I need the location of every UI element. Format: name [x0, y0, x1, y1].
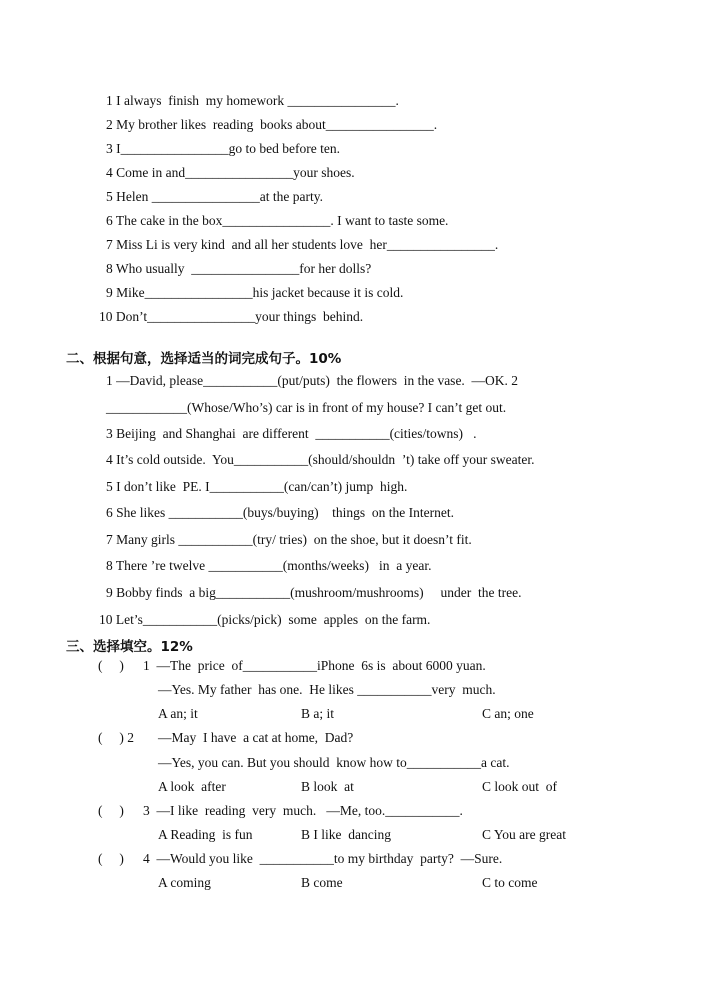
s2-item-2: ____________(Whose/Who’s) car is in front of my house? I can’t get out.: [106, 400, 507, 415]
option-a: A an; it: [158, 706, 198, 721]
section-3-heading: 三、选择填空。12%: [66, 639, 193, 655]
s1-item-4: 4 Come in and________________your shoes.: [106, 165, 355, 180]
s2-item-7: 7 Many girls ___________(try/ tries) on the shoe, but it doesn’t fit.: [106, 532, 472, 547]
section-2-heading: 二、根据句意，选择适当的词完成句子。10%: [66, 351, 342, 367]
option-a: A look after: [158, 779, 226, 794]
option-b: B I like dancing: [301, 827, 391, 842]
s1-item-10: 10 Don’t________________your things behind.: [99, 309, 364, 324]
answer-paren[interactable]: ( ): [98, 658, 124, 673]
s1-item-6: 6 The cake in the box________________. I want to taste some.: [106, 213, 449, 228]
question-stem-reply: —Yes. My father has one. He likes ___________very much.: [158, 682, 496, 697]
option-b: B come: [301, 875, 343, 890]
option-b: B look at: [301, 779, 354, 794]
s2-item-5: 5 I don’t like PE. I___________(can/can’t) jump high.: [106, 479, 408, 494]
s2-item-10: 10 Let’s___________(picks/pick) some apples on the farm.: [99, 612, 431, 627]
answer-paren[interactable]: ( ): [98, 803, 124, 818]
s2-item-4: 4 It’s cold outside. You___________(should/shouldn ’t) take off your sweater.: [106, 452, 535, 467]
question-stem: 1 —The price of___________iPhone 6s is about 6000 yuan.: [143, 658, 486, 673]
s1-item-2: 2 My brother likes reading books about________________.: [106, 117, 438, 132]
s1-item-8: 8 Who usually ________________for her dolls?: [106, 261, 372, 276]
s1-item-5: 5 Helen ________________at the party.: [106, 189, 323, 204]
option-c: C to come: [482, 875, 538, 890]
question-stem: —May I have a cat at home, Dad?: [158, 730, 354, 745]
answer-paren[interactable]: ( ) 2: [98, 730, 134, 745]
question-stem: 4 —Would you like ___________to my birthday party? —Sure.: [143, 851, 503, 866]
s1-item-1: 1 I always finish my homework ________________.: [106, 93, 399, 108]
question-stem-reply: —Yes, you can. But you should know how to___________a cat.: [158, 755, 510, 770]
s1-item-3: 3 I________________go to bed before ten.: [106, 141, 340, 156]
s2-item-6: 6 She likes ___________(buys/buying) things on the Internet.: [106, 505, 454, 520]
option-a: A coming: [158, 875, 211, 890]
question-stem: 3 —I like reading very much. —Me, too.___________.: [143, 803, 463, 818]
s2-item-3: 3 Beijing and Shanghai are different ___________(cities/towns) .: [106, 426, 477, 441]
s1-item-9: 9 Mike________________his jacket because it is cold.: [106, 285, 404, 300]
option-c: C You are great: [482, 827, 566, 842]
s2-item-1: 1 —David, please___________(put/puts) the flowers in the vase. —OK. 2: [106, 373, 519, 388]
option-b: B a; it: [301, 706, 334, 721]
s2-item-9: 9 Bobby finds a big___________(mushroom/mushrooms) under the tree.: [106, 585, 522, 600]
s1-item-7: 7 Miss Li is very kind and all her students love her________________.: [106, 237, 499, 252]
option-a: A Reading is fun: [158, 827, 253, 842]
answer-paren[interactable]: ( ): [98, 851, 124, 866]
option-c: C an; one: [482, 706, 534, 721]
option-c: C look out of: [482, 779, 558, 794]
s2-item-8: 8 There ’re twelve ___________(months/weeks) in a year.: [106, 558, 432, 573]
